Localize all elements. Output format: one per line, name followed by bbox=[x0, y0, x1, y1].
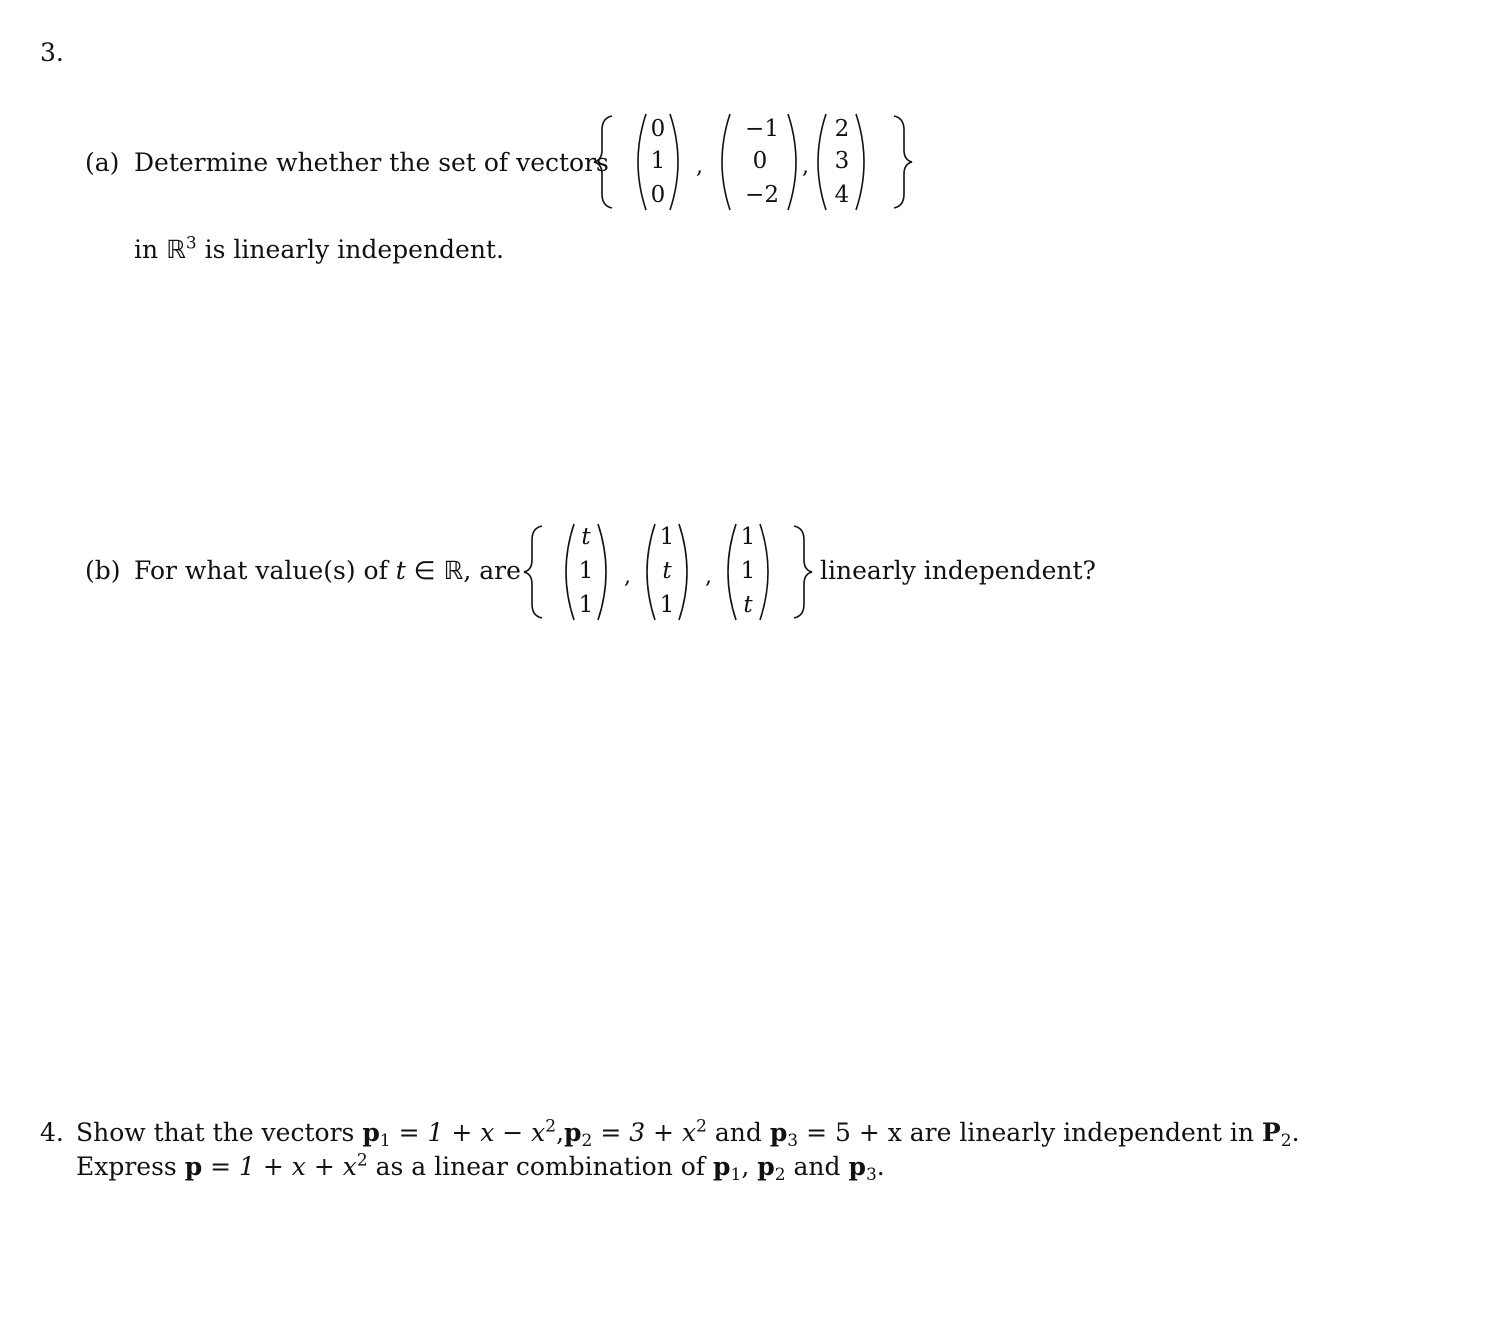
vector-entry: 0 bbox=[752, 148, 768, 174]
comma: , bbox=[624, 564, 631, 589]
subscript: 3 bbox=[787, 1131, 799, 1152]
element-of: ∈ bbox=[413, 556, 436, 585]
problem-4-line-1 bbox=[76, 1116, 1300, 1152]
part-a-vector-set bbox=[590, 108, 920, 218]
vector-entry: 1 bbox=[659, 592, 675, 618]
part-a-continuation bbox=[134, 233, 504, 264]
problem-4-number: 4. bbox=[40, 1118, 64, 1147]
subscript: 2 bbox=[581, 1131, 593, 1152]
period: . bbox=[1291, 1118, 1300, 1147]
vector-p: p bbox=[184, 1152, 203, 1181]
comma: , bbox=[802, 154, 809, 179]
poly-expr: = 1 + x − x bbox=[398, 1118, 546, 1147]
subscript: 2 bbox=[774, 1165, 786, 1186]
vector-entry: 0 bbox=[650, 116, 666, 142]
exponent: 2 bbox=[696, 1116, 707, 1137]
comma: , bbox=[556, 1118, 565, 1147]
right-brace bbox=[894, 116, 912, 208]
part-b-vector-set bbox=[520, 518, 820, 628]
paren bbox=[788, 114, 796, 210]
part-b-text-pre: For what value(s) of bbox=[134, 556, 388, 585]
vector-entry: −2 bbox=[745, 182, 779, 208]
vector-p: p bbox=[757, 1152, 775, 1181]
part-a-label: (a) bbox=[85, 148, 120, 177]
problem-3-number: 3. bbox=[40, 38, 64, 67]
cont-in: in bbox=[134, 235, 159, 264]
p4-text: Express bbox=[76, 1152, 177, 1181]
vector-entry: 1 bbox=[740, 558, 756, 584]
problem-4-line-2 bbox=[76, 1150, 885, 1186]
exponent: 2 bbox=[356, 1150, 368, 1171]
vector-entry: t bbox=[662, 558, 672, 584]
vector-entry: 1 bbox=[650, 148, 666, 174]
vector-entry: 2 bbox=[834, 116, 850, 142]
var-t: t bbox=[395, 556, 406, 585]
vector-entry: 1 bbox=[659, 524, 675, 550]
vector-entry: t bbox=[581, 524, 591, 550]
vector-p: p bbox=[362, 1118, 380, 1147]
vector-entry: −1 bbox=[745, 116, 779, 142]
vector-entry: t bbox=[743, 592, 753, 618]
part-a-text: Determine whether the set of vectors bbox=[134, 148, 609, 177]
vector-entry: 3 bbox=[834, 148, 850, 174]
vector-p: p bbox=[769, 1118, 788, 1147]
left-brace bbox=[524, 526, 542, 618]
subscript: 2 bbox=[1280, 1131, 1292, 1152]
paren bbox=[722, 114, 730, 210]
space-P: P bbox=[1261, 1118, 1281, 1147]
part-b-text-post: , are bbox=[463, 556, 521, 585]
vector-entry: 0 bbox=[650, 182, 666, 208]
exponent: 2 bbox=[545, 1116, 557, 1137]
vector-entry: 1 bbox=[578, 558, 594, 584]
comma: , bbox=[696, 154, 703, 179]
subscript: 3 bbox=[865, 1165, 877, 1186]
poly-expr: = 3 + x bbox=[600, 1118, 697, 1147]
p4-text: Show that the vectors bbox=[76, 1118, 355, 1147]
vector-entry: 1 bbox=[578, 592, 594, 618]
left-brace bbox=[594, 116, 612, 208]
and-word: and bbox=[714, 1118, 762, 1147]
vector-entry: 1 bbox=[740, 524, 756, 550]
part-b-label: (b) bbox=[85, 556, 121, 585]
vector-p: p bbox=[564, 1118, 582, 1147]
period: . bbox=[876, 1152, 885, 1181]
vector-p: p bbox=[848, 1152, 866, 1181]
poly-expr: = 1 + x + x bbox=[210, 1152, 357, 1181]
vector-p: p bbox=[713, 1152, 731, 1181]
subscript: 1 bbox=[730, 1165, 742, 1186]
part-b-question bbox=[134, 558, 521, 583]
and-word: and bbox=[793, 1152, 841, 1181]
right-brace bbox=[794, 526, 812, 618]
dimension-exponent: 3 bbox=[185, 233, 197, 254]
vector-entry: 4 bbox=[834, 182, 850, 208]
subscript: 1 bbox=[379, 1131, 391, 1152]
part-b-tail: linearly independent? bbox=[820, 556, 1096, 585]
cont-rest: is linearly independent. bbox=[204, 235, 504, 264]
real-field: ℝ bbox=[443, 556, 464, 585]
real-field: ℝ bbox=[166, 235, 186, 264]
p4-text: as a linear combination of bbox=[375, 1152, 706, 1181]
comma: , bbox=[741, 1152, 750, 1181]
poly-expr: = 5 + x are linearly independent in bbox=[806, 1118, 1254, 1147]
comma: , bbox=[705, 564, 712, 589]
